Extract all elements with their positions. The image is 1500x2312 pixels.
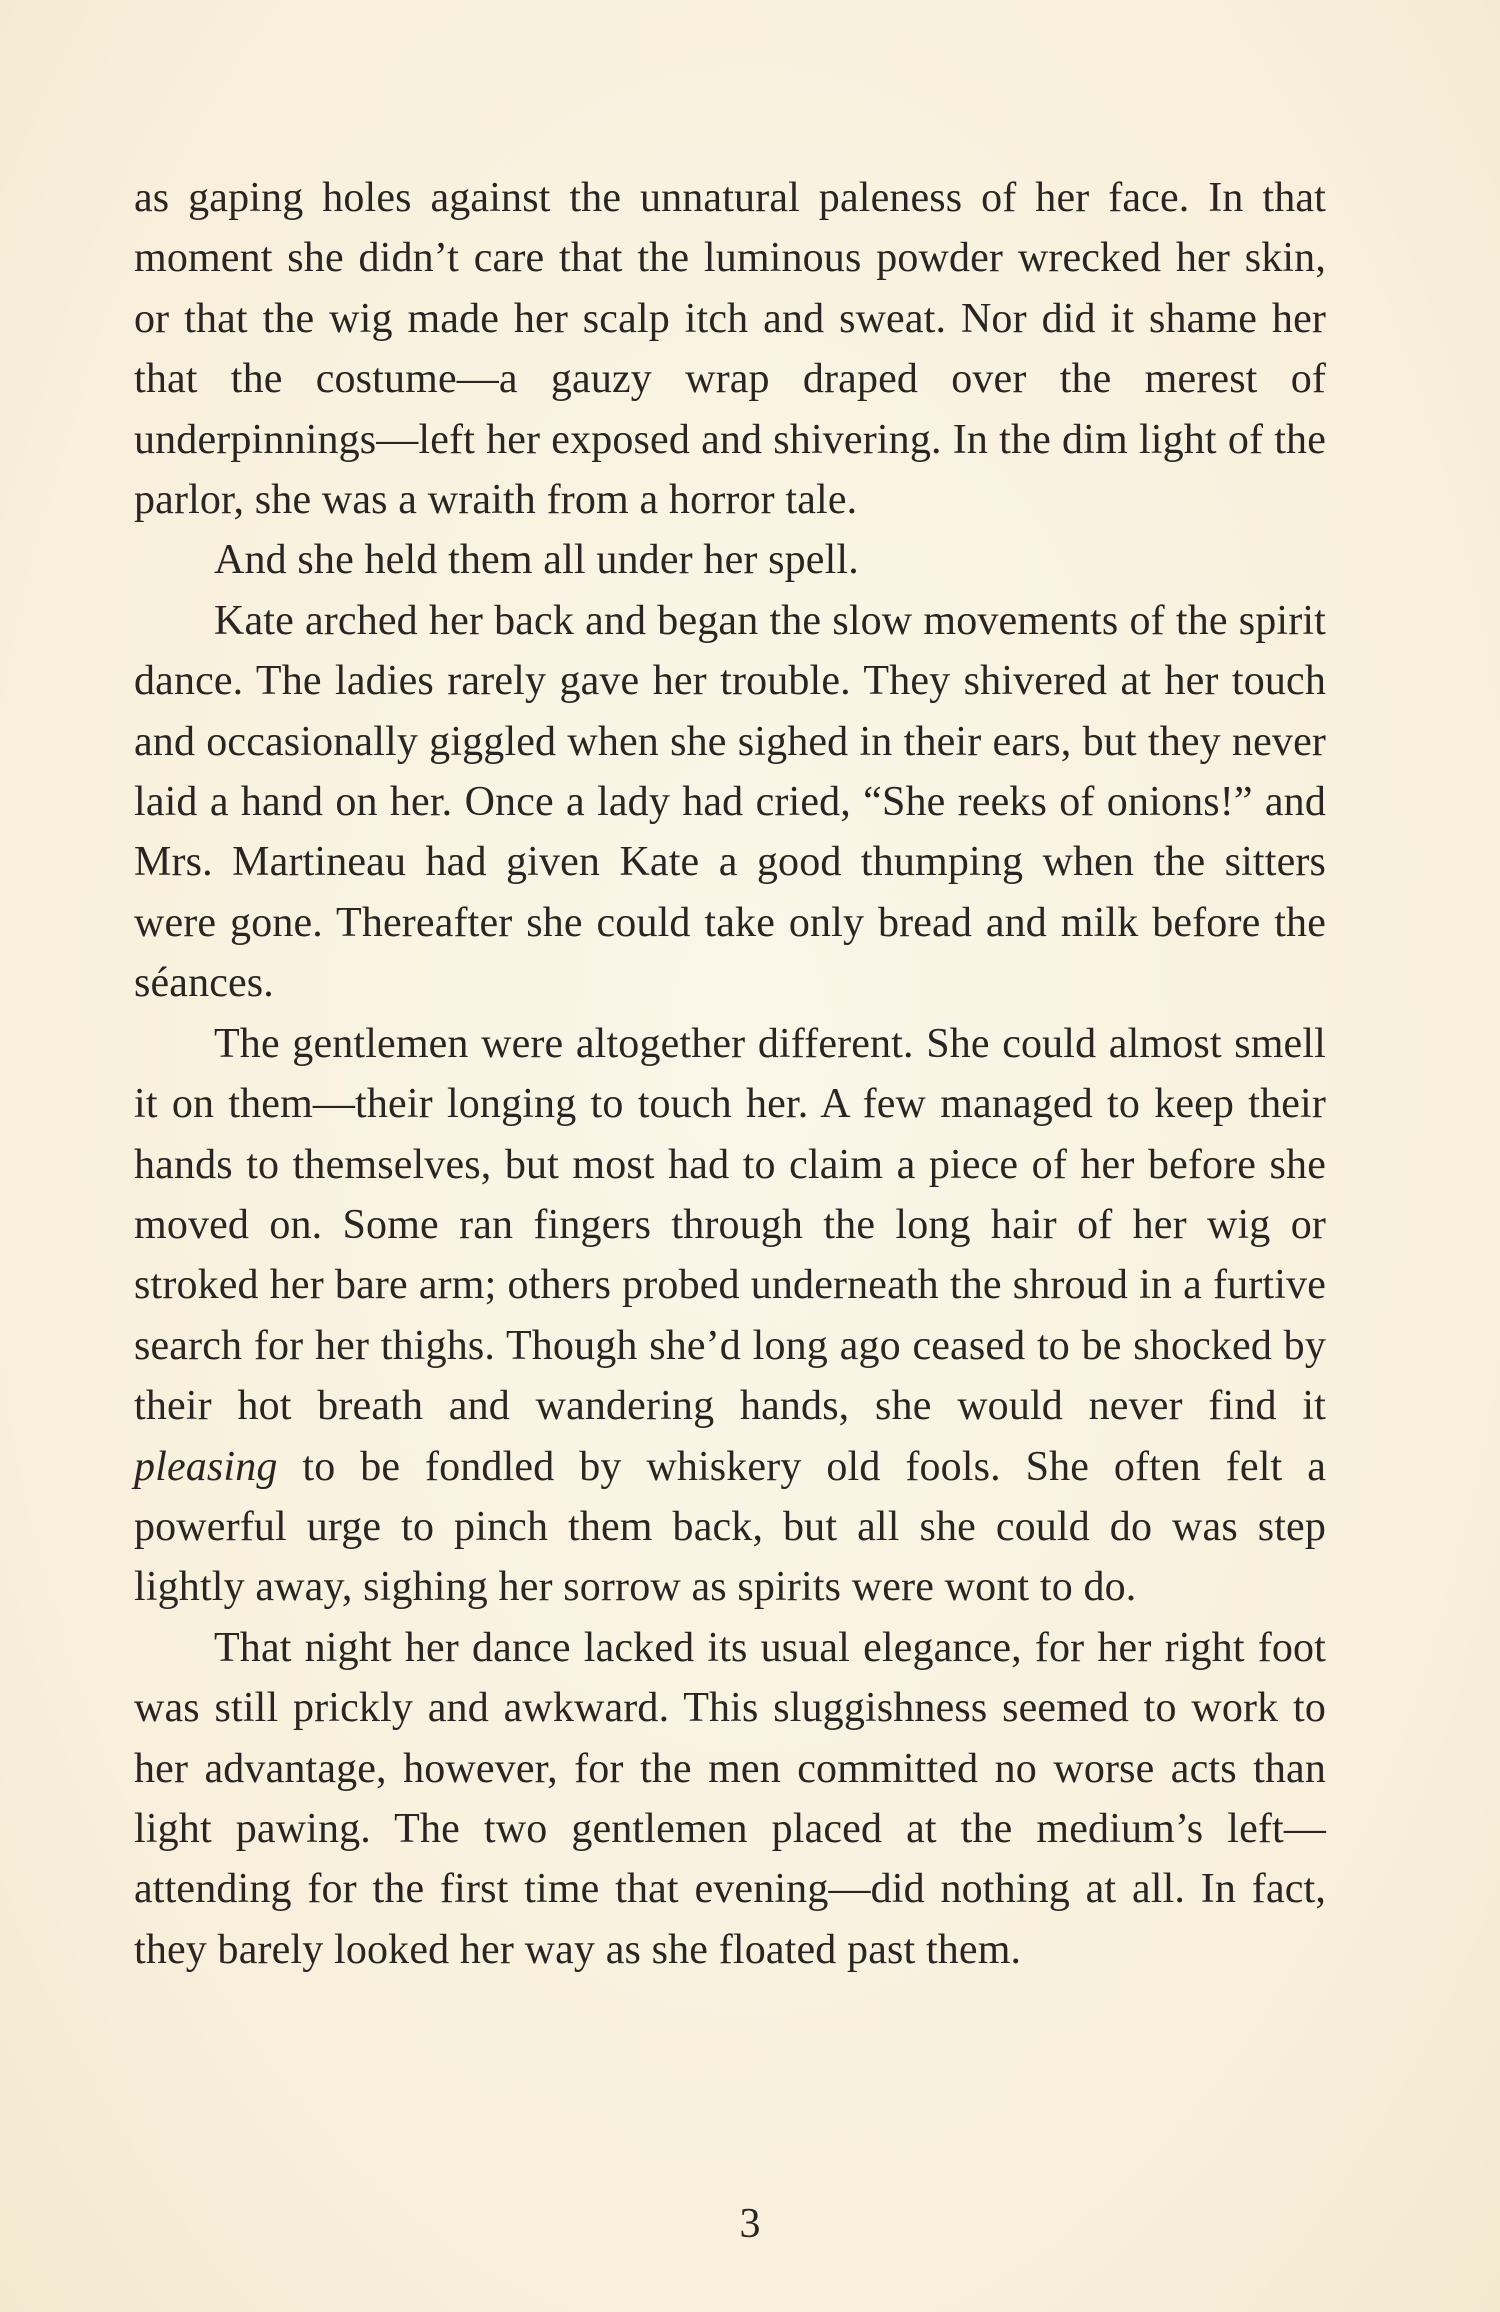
page-number: 3: [739, 2201, 761, 2247]
paragraph-gentlemen-text-after: to be fondled by whiskery old fools. She often felt a powerful urge to pinch them back, but all she could do was step lightly away, sighing her sorrow as spirits were wont to do.: [134, 1443, 1326, 1611]
paragraph-gentlemen: [134, 1014, 1326, 1618]
paragraph-gentlemen-text-before: The gentlemen were altogether different. She could almost smell it on them—their longing to touch her. A few managed to keep their hands to themselves, but most had to claim a piece of her before she moved on. Some ran fingers through the long hair of her wig or stroked her bare arm; others probed underneath the shroud in a furtive search for her thighs. Though she’d long ago ceased to be shocked by their hot breath and wandering hands, she would never find it: [134, 1020, 1326, 1430]
paragraph-that-night: That night her dance lacked its usual elegance, for her right foot was still prickly and awkward. This sluggishness seemed to work to her advantage, however, for the men committed no worse acts than light pawing. The two gentlemen placed at the medium’s left—attending for the first time that evening—did nothing at all. In fact, they barely looked her way as she floated past them.: [134, 1624, 1326, 1973]
body-text: [134, 168, 1326, 1980]
emphasis-pleasing: pleasing: [134, 1443, 278, 1490]
paragraph-continued: as gaping holes against the unnatural paleness of her face. In that moment she didn’t care that the luminous powder wrecked her skin, or that the wig made her scalp itch and sweat. Nor did it shame her that the costume—a gauzy wrap draped over the merest of underpinnings—left her exposed and shivering. In the dim light of the parlor, she was a wraith from a horror tale.: [134, 175, 1326, 524]
paragraph-spirit-dance: Kate arched her back and began the slow movements of the spirit dance. The ladies rarely gave her trouble. They shivered at her touch and occasionally giggled when she sighed in their ears, but they never laid a hand on her. Once a lady had cried, “She reeks of onions!” and Mrs. Martineau had given Kate a good thumping when the sitters were gone. Thereafter she could take only bread and milk before the séances.: [134, 597, 1326, 1007]
paragraph-spell: And she held them all under her spell.: [214, 537, 859, 584]
